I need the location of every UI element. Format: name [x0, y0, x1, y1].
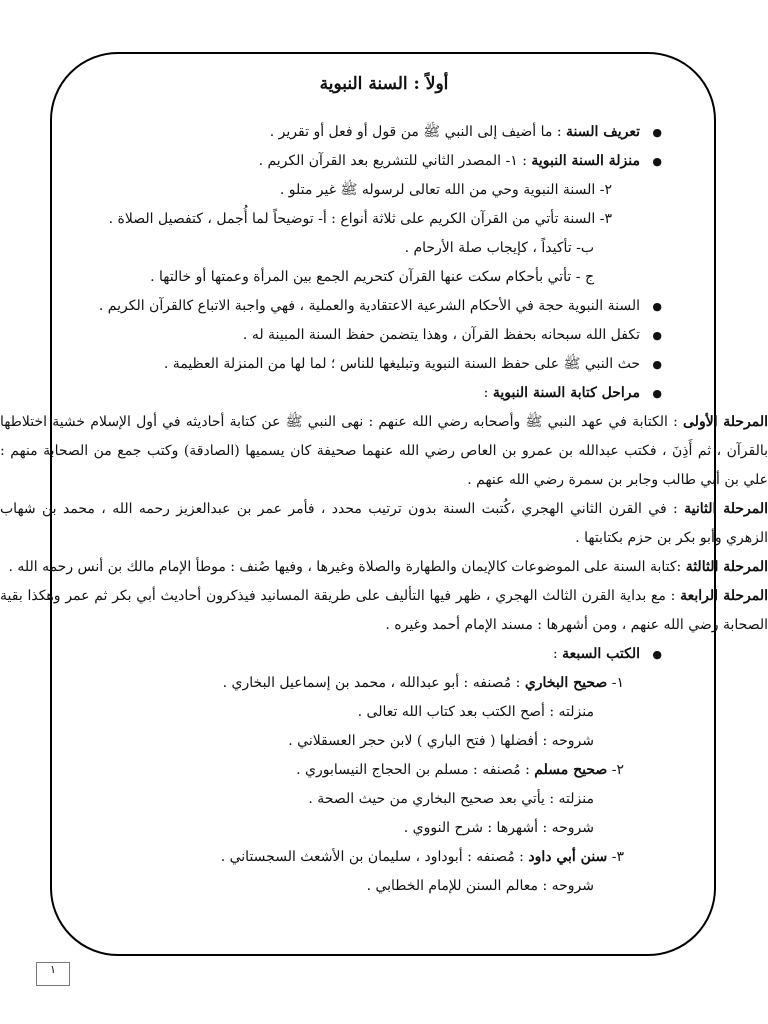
book-2 [34, 756, 734, 785]
stage-4-term: المرحلة الرابعة [680, 588, 768, 604]
stage-3-term: المرحلة الثالثة [685, 559, 768, 575]
status-text-1: : ١- المصدر الثاني للتشريع بعد القرآن الكريم . [258, 153, 532, 169]
stages-heading [34, 379, 734, 408]
status-term: منزلة السنة النبوية [531, 153, 640, 169]
stage-4 [0, 582, 768, 640]
status-line-1 [34, 147, 734, 176]
book-1-title: صحيح البخاري [524, 675, 608, 691]
stages-colon: : [483, 385, 493, 401]
title-main: السنة النبوية [319, 74, 408, 94]
status-line-3: ٣- السنة تأتي من القرآن الكريم على ثلاثة أنواع : أ- توضيحاً لما أُجمل ، كتفصيل الصلاة . [108, 211, 612, 227]
book-3-author: : مُصنفه : أبوداود ، سليمان بن الأشعث السجستاني . [220, 849, 529, 865]
book-1-number: ١- [607, 675, 624, 691]
definition-line [34, 118, 734, 147]
stage-3 [0, 553, 768, 582]
stages-term: مراحل كتابة السنة النبوية [492, 385, 640, 401]
seven-books-colon: : [552, 646, 563, 662]
book-2-title: صحيح مسلم [534, 762, 608, 778]
book-3-title: سنن أبي داود [528, 849, 608, 865]
book-1-commentaries: شروحه : أفضلها ( فتح الباري ) لابن حجر العسقلاني . [288, 733, 594, 749]
book-1-author: : مُصنفه : أبو عبدالله ، محمد بن إسماعيل البخاري . [222, 675, 525, 691]
stage-2 [0, 495, 768, 553]
proof-line: ● السنة النبوية حجة في الأحكام الشرعية الاعتقادية والعملية ، فهي واجبة الاتباع كالقرآن الكريم . [34, 292, 734, 321]
definition-text: : ما أضيف إلى النبي ﷺ من قول أو فعل أو تقرير . [269, 124, 566, 140]
status-line-2: ٢- السنة النبوية وحي من الله تعالى لرسوله ﷺ غير متلو . [279, 182, 612, 198]
page-number: ١ [36, 962, 70, 986]
preservation-line: ● تكفل الله سبحانه بحفظ القرآن ، وهذا يتضمن حفظ السنة المبينة له . [34, 321, 734, 350]
book-3 [34, 843, 734, 872]
definition-term: تعريف السنة [565, 124, 640, 140]
stage-2-term: المرحلة الثانية [684, 501, 768, 517]
stage-1 [0, 408, 768, 495]
status-line-3b: ب- تأكيداً ، كإيجاب صلة الأرحام . [404, 240, 594, 256]
encouragement-line: ● حث النبي ﷺ على حفظ السنة النبوية وتبليغها للناس ؛ لما لها من المنزلة العظيمة . [34, 350, 734, 379]
document-body [0, 118, 768, 901]
seven-books-term: الكتب السبعة [562, 646, 640, 662]
stage-1-text: : الكتابة في عهد النبي ﷺ وأصحابه رضي الله عنهم : نهى النبي ﷺ عن كتابة أحاديثه في أول الإسلام خشية اختلاطها بالقرآن ، ثم أَذِنَ ، فكتب عبدالله بن عمرو بن العاص رضي الله عنهما صحيفة كان يسميها (الصادقة) وكتب جمع من الصحابة منهم : علي بن أبي طالب وجابر بن سمرة رضي الله عنهم . [0, 414, 768, 488]
book-2-number: ٢- [607, 762, 624, 778]
stage-3-text: :كتابة السنة على الموضوعات كالإيمان والطهارة والصلاة وغيرها ، وفيها صُنف : موطأ الإمام مالك بن أنس رحمه الله . [8, 559, 686, 575]
stage-2-text: : في القرن الثاني الهجري ،كُتبت السنة بدون ترتيب محدد ، فأمر عمر بن عبدالعزيز رحمه الله ، محمد بن شهاب الزهري وأبو بكر بن حزم بكتابتها . [0, 501, 768, 546]
title-lead: أولاً : [407, 74, 449, 94]
book-2-status: منزلته : يأتي بعد صحيح البخاري من حيث الصحة . [308, 791, 594, 807]
stage-4-text: : مع بداية القرن الثالث الهجري ، ظهر فيها التأليف على طريقة المسانيد فيذكرون أحاديث أبي بكر ثم عمر وهكذا بقية الصحابة رضي الله عنهم ، ومن أشهرها : مسند الإمام أحمد وغيره . [0, 588, 768, 633]
page-title [0, 74, 768, 94]
book-1-status: منزلته : أصح الكتب بعد كتاب الله تعالى . [357, 704, 594, 720]
book-1 [34, 669, 734, 698]
status-line-3c: ج - تأتي بأحكام سكت عنها القرآن كتحريم الجمع بين المرأة وعمتها أو خالتها . [150, 269, 594, 285]
book-2-commentaries: شروحه : أشهرها : شرح النووي . [403, 820, 594, 836]
book-3-number: ٣- [607, 849, 624, 865]
book-2-author: : مُصنفه : مسلم بن الحجاج النيسابوري . [296, 762, 535, 778]
book-3-commentaries: شروحه : معالم السنن للإمام الخطابي . [366, 878, 594, 894]
seven-books-heading [34, 640, 734, 669]
stage-1-term: المرحلة الأولى [683, 414, 768, 430]
